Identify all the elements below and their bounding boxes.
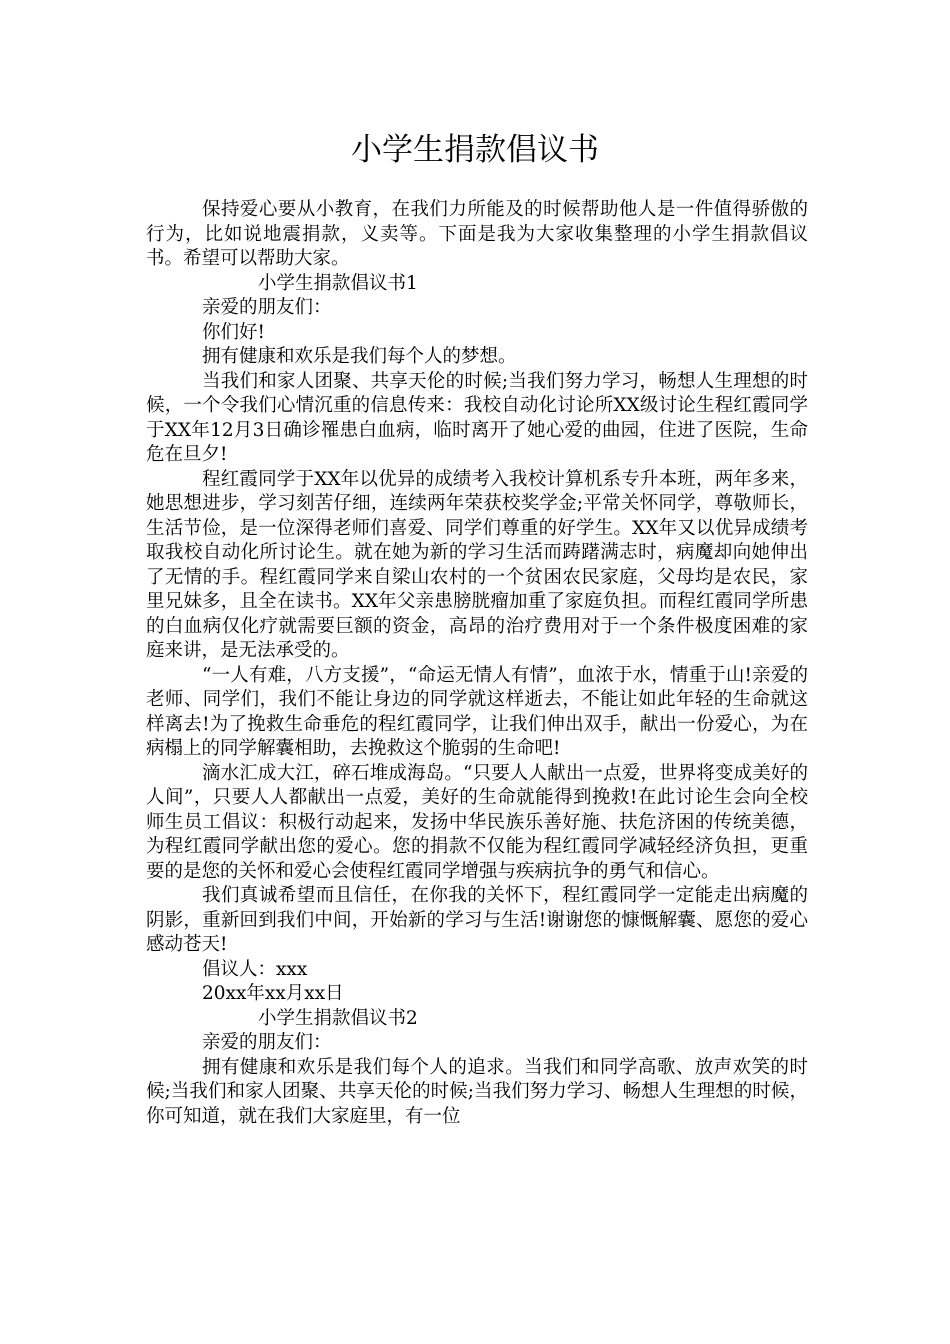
salutation: 亲爱的朋友们： [202,297,332,318]
body-paragraph: “一人有难，八方支援”，“命运无情人有情”，血浓于水，情重于山!亲爱的老师、同学们，我们不能让身边的同学就这样逝去，不能让如此年轻的生命就这样离去!为了挽救生命垂危的程红霞同学，让我们伸出双手，献出一份爱心，为在病榻上的同学解囊相助，去挽救这个脆弱的生命吧! [146,664,808,759]
body-paragraph: 滴水汇成大江，碎石堆成海岛。“只要人人献出一点爱，世界将变成美好的人间”，只要人人都献出一点爱，美好的生命就能得到挽救!在此讨论生会向全校师生员工倡议：积极行动起来，发扬中华民族乐善好施、扶危济困的传统美德，为程红霞同学献出您的爱心。您的捐款不仅能为程红霞同学减轻经济负担，更重要的是您的关怀和爱心会使程红霞同学增强与疾病抗争的勇气和信心。 [146,762,808,882]
section-heading-2: 小学生捐款倡议书2 [258,1007,418,1029]
salutation: 亲爱的朋友们： [202,1032,332,1053]
document-title: 小学生捐款倡议书 [351,132,599,168]
date-line: 20xx年xx月xx日 [202,983,344,1004]
greeting: 你们好! [202,321,265,343]
body-paragraph: 程红霞同学于XX年以优异的成绩考入我校计算机系专升本班，两年多来，她思想进步，学习刻苦仔细，连续两年荣获校奖学金;平常关怀同学，尊敬师长，生活节俭，是一位深得老师们喜爱、同学们尊重的好学生。XX年又以优异成绩考取我校自动化所讨论生。就在她为新的学习生活而踌躇满志时，病魔却向她伸出了无情的手。程红霞同学来自梁山农村的一个贫困农民家庭，父母均是农民，家里兄妹多，且全在读书。XX年父亲患膀胱瘤加重了家庭负担。而程红霞同学所患的白血病仅化疗就需要巨额的资金，高昂的治疗费用对于一个条件极度困难的家庭来讲，是无法承受的。 [146,468,808,661]
body-paragraph: 拥有健康和欢乐是我们每个人的追求。当我们和同学高歌、放声欢笑的时候;当我们和家人团聚、共享天伦的时候;当我们努力学习、畅想人生理想的时候，你可知道，就在我们大家庭里，有一位 [146,1056,808,1127]
initiator-line: 倡议人：xxx [202,958,308,980]
document-body [146,198,808,1129]
intro-paragraph: 保持爱心要从小教育，在我们力所能及的时候帮助他人是一件值得骄傲的行为，比如说地震捐款，义卖等。下面是我为大家收集整理的小学生捐款倡议书。希望可以帮助大家。 [146,199,808,269]
body-paragraph: 当我们和家人团聚、共享天伦的时候;当我们努力学习，畅想人生理想的时候，一个令我们心情沉重的信息传来：我校自动化讨论所XX级讨论生程红霞同学于XX年12月3日确诊罹患白血病，临时离开了她心爱的曲园，住进了医院，生命危在旦夕! [146,370,808,465]
body-paragraph: 拥有健康和欢乐是我们每个人的梦想。 [202,346,517,367]
body-paragraph: 我们真诚希望而且信任，在你我的关怀下，程红霞同学一定能走出病魔的阴影，重新回到我们中间，开始新的学习与生活!谢谢您的慷慨解囊、愿您的爱心感动苍天! [146,885,808,955]
section-heading-1: 小学生捐款倡议书1 [258,272,418,294]
